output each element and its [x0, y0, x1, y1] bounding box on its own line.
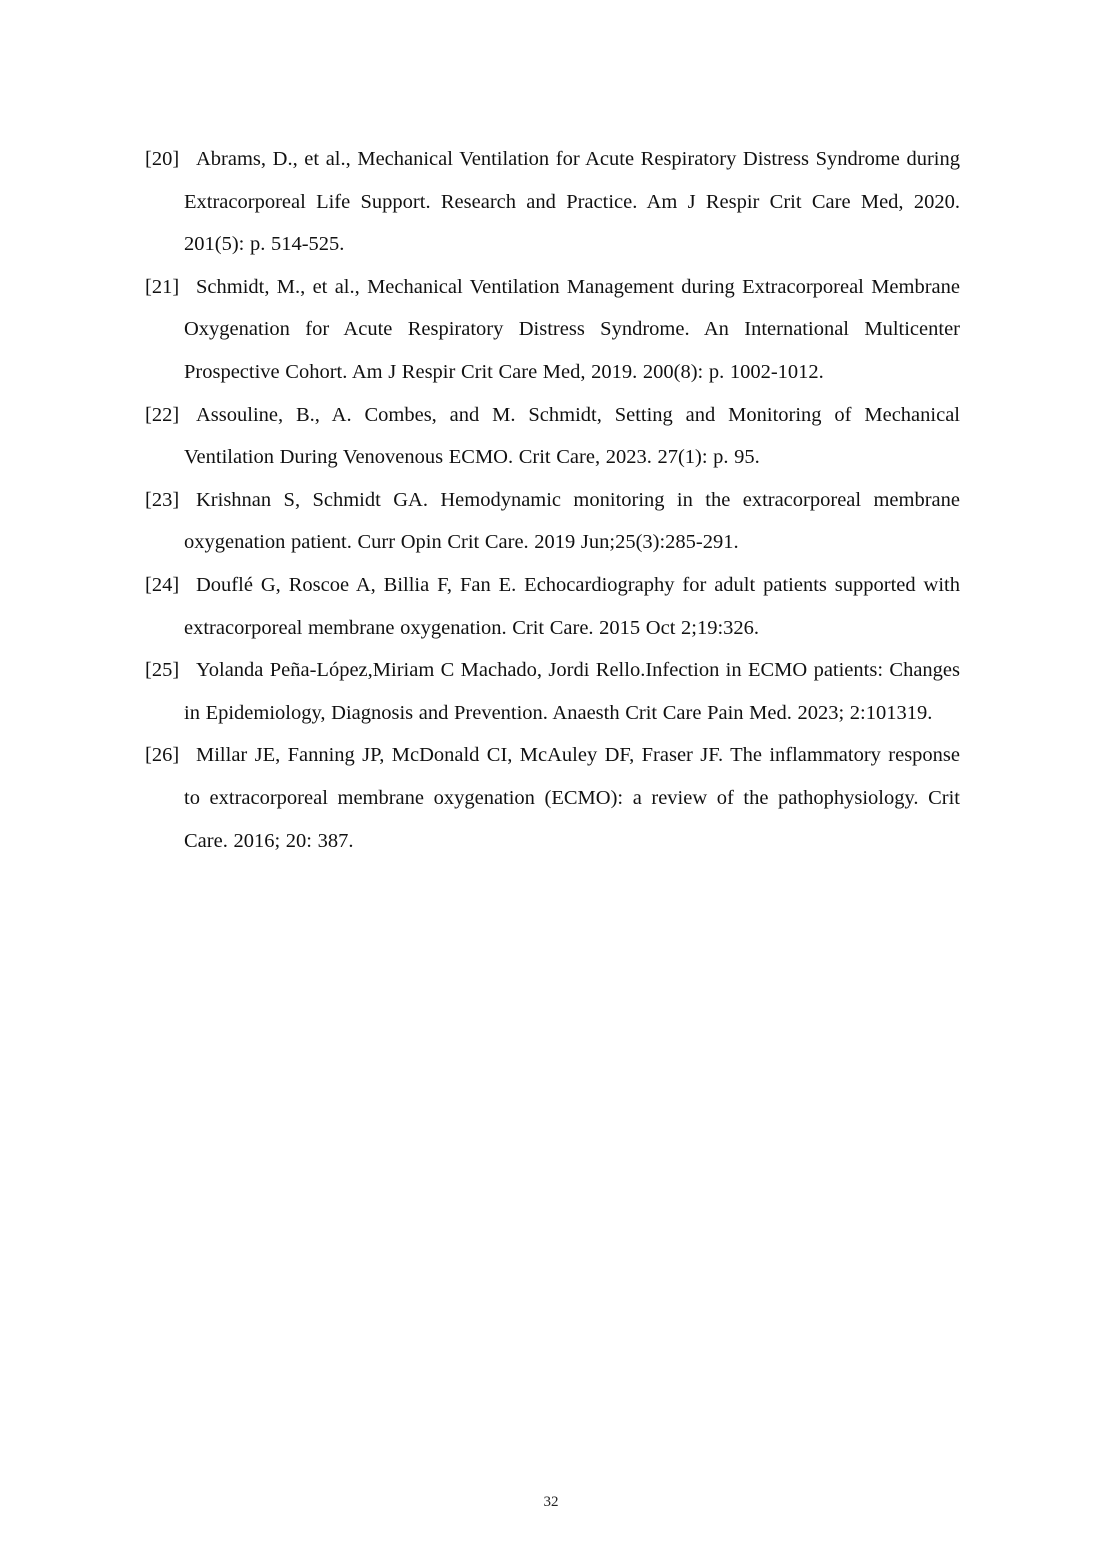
- reference-item-20: [145, 138, 960, 266]
- reference-number: [21]: [145, 275, 180, 298]
- reference-number: [25]: [145, 659, 180, 682]
- reference-list: [145, 138, 960, 862]
- reference-text: Krishnan S, Schmidt GA. Hemodynamic monitoring in the extracorporeal membrane oxygenation patient. Curr Opin Crit Care. 2019 Jun;25(3):285-291.: [184, 488, 960, 554]
- reference-number: [26]: [145, 744, 180, 767]
- reference-item-25: [145, 649, 960, 734]
- reference-text: Assouline, B., A. Combes, and M. Schmidt, Setting and Monitoring of Mechanical Ventilation During Venovenous ECMO. Crit Care, 2023. 27(1): p. 95.: [184, 403, 960, 469]
- reference-number: [22]: [145, 403, 180, 426]
- reference-item-22: [145, 394, 960, 479]
- reference-item-21: [145, 266, 960, 394]
- reference-item-24: [145, 564, 960, 649]
- reference-number: [20]: [145, 148, 180, 170]
- reference-text: Yolanda Peña-López,Miriam C Machado, Jordi Rello.Infection in ECMO patients: Changes in Epidemiology, Diagnosis and Prevention. Anaesth Crit Care Pain Med. 2023; 2:101319.: [184, 659, 960, 724]
- reference-text: Schmidt, M., et al., Mechanical Ventilation Management during Extracorporeal Membrane Oxygenation for Acute Respiratory Distress Syndrome. An International Multicenter Prospective Cohort. Am J Respir Crit Care Med, 2019. 200(8): p. 1002-1012.: [184, 275, 960, 383]
- reference-number: [23]: [145, 488, 180, 511]
- reference-text: Douflé G, Roscoe A, Billia F, Fan E. Echocardiography for adult patients supported with extracorporeal membrane oxygenation. Crit Care. 2015 Oct 2;19:326.: [184, 573, 960, 639]
- reference-item-23: [145, 479, 960, 564]
- page-number: 32: [543, 1494, 559, 1510]
- reference-text: Abrams, D., et al., Mechanical Ventilation for Acute Respiratory Distress Syndrome during Extracorporeal Life Support. Research and Practice. Am J Respir Crit Care Med, 2020. 201(5): p. 514-525.: [184, 148, 960, 256]
- reference-text: Millar JE, Fanning JP, McDonald CI, McAuley DF, Fraser JF. The inflammatory response to extracorporeal membrane oxygenation (ECMO): a review of the pathophysiology. Crit Care. 2016; 20: 387.: [184, 744, 960, 852]
- reference-number: [24]: [145, 573, 180, 596]
- reference-item-26: [145, 734, 960, 862]
